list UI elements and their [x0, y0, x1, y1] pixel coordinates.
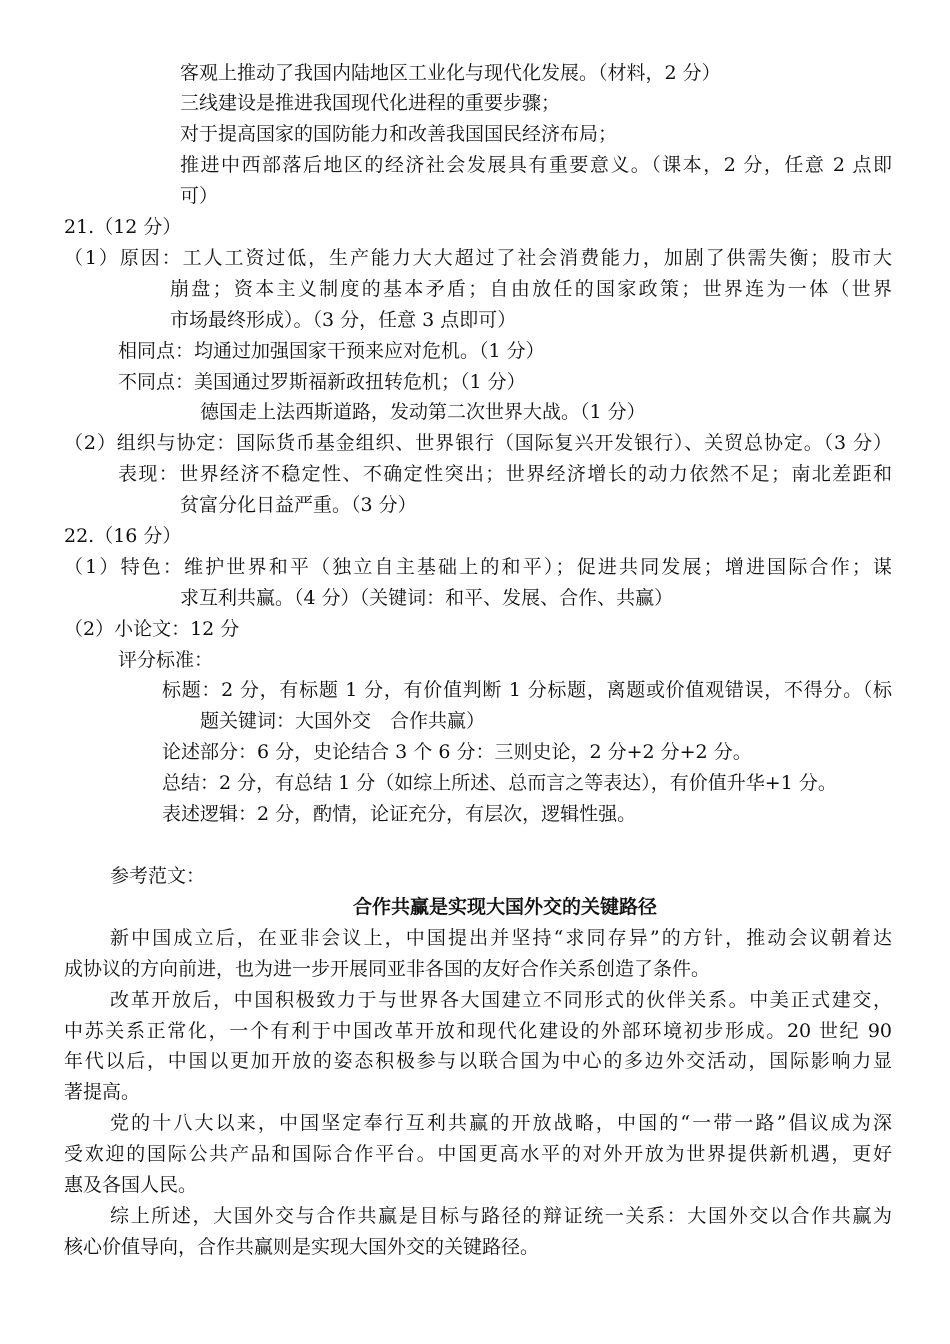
cont-line-1: 客观上推动了我国内陆地区工业化与现代化发展。（材料，2 分） — [180, 62, 721, 84]
q21-part1-line-1: （1）原因：工人工资过低，生产能力大大超过了社会消费能力，加剧了供需失衡；股市大 — [64, 247, 892, 269]
q21-part2-line-3: 贫富分化日益严重。（3 分） — [180, 494, 417, 516]
essay-para1-line-1: 新中国成立后，在亚非会议上，中国提出并坚持“求同存异”的方针，推动会议朝着达 — [110, 927, 892, 949]
cont-line-5: 可） — [180, 185, 219, 207]
q22-criteria-label: 评分标准： — [118, 649, 214, 671]
q22-criteria-title-line-1: 标题：2 分，有标题 1 分，有价值判断 1 分标题，离题或价值观错误，不得分。（标 — [162, 679, 892, 701]
q21-heading: 21.（12 分） — [64, 216, 182, 238]
cont-line-4: 推进中西部落后地区的经济社会发展具有重要意义。（课本，2 分，任意 2 点即 — [180, 154, 892, 176]
q22-criteria-summary: 总结：2 分，有总结 1 分（如综上所述、总而言之等表达），有价值升华+1 分。 — [162, 772, 837, 794]
q21-part2-line-2: 表现：世界经济不稳定性、不确定性突出；世界经济增长的动力依然不足；南北差距和 — [118, 463, 892, 485]
q22-part1-line-2: 求互利共赢。（4 分）（关键词：和平、发展、合作、共赢） — [180, 587, 674, 609]
essay-para3-line-2: 受欢迎的国际公共产品和国际合作平台。中国更高水平的对外开放为世界提供新机遇，更好 — [64, 1143, 892, 1165]
essay-para2-line-3: 年代以后，中国以更加开放的姿态积极参与以联合国为中心的多边外交活动，国际影响力显 — [64, 1050, 892, 1072]
cont-line-2: 三线建设是推进我国现代化进程的重要步骤； — [180, 92, 561, 114]
q22-part1-line-1: （1）特色：维护世界和平（独立自主基础上的和平）；促进共同发展；增进国际合作；谋 — [64, 556, 892, 578]
q21-diff-point-1: 不同点：美国通过罗斯福新政扭转危机；（1 分） — [118, 371, 526, 393]
essay-ref-label: 参考范文： — [110, 865, 206, 887]
q22-criteria-argument: 论述部分：6 分，史论结合 3 个 6 分：三则史论，2 分+2 分+2 分。 — [162, 741, 752, 763]
q22-criteria-title-line-2: 题关键词：大国外交 合作共赢） — [200, 710, 486, 732]
essay-title: 合作共赢是实现大国外交的关键路径 — [352, 896, 657, 918]
essay-para3-line-3: 惠及各国人民。 — [64, 1174, 198, 1196]
q21-part1-line-2: 崩盘；资本主义制度的基本矛盾；自由放任的国家政策；世界连为一体（世界 — [170, 278, 892, 300]
q21-part2-line-1: （2）组织与协定：国际货币基金组织、世界银行（国际复兴开发银行）、关贸总协定。（3 分） — [64, 432, 892, 454]
q22-criteria-logic: 表述逻辑：2 分，酌情，论证充分，有层次，逻辑性强。 — [162, 803, 637, 825]
essay-para2-line-2: 中苏关系正常化，一个有利于中国改革开放和现代化建设的外部环境初步形成。20 世纪 90 — [64, 1020, 892, 1042]
cont-line-3: 对于提高国家的国防能力和改善我国国民经济布局； — [180, 123, 618, 145]
essay-para2-line-4: 著提高。 — [64, 1081, 141, 1103]
essay-para4-line-2: 核心价值导向，合作共赢则是实现大国外交的关键路径。 — [64, 1236, 540, 1258]
essay-para4-line-1: 综上所述，大国外交与合作共赢是目标与路径的辩证统一关系：大国外交以合作共赢为 — [110, 1205, 892, 1227]
essay-para3-line-1: 党的十八大以来，中国坚定奉行互利共赢的开放战略，中国的“一带一路”倡议成为深 — [110, 1112, 892, 1134]
q21-diff-point-2: 德国走上法西斯道路，发动第二次世界大战。（1 分） — [200, 401, 646, 423]
q22-part2: （2）小论文：12 分 — [64, 618, 240, 640]
essay-para1-line-2: 成协议的方向前进，也为进一步开展同亚非各国的友好合作关系创造了条件。 — [64, 958, 711, 980]
q22-heading: 22.（16 分） — [64, 525, 182, 547]
q21-same-point: 相同点：均通过加强国家干预来应对危机。（1 分） — [118, 340, 545, 362]
essay-para2-line-1: 改革开放后，中国积极致力于与世界各大国建立不同形式的伙伴关系。中美正式建交， — [110, 989, 892, 1011]
q21-part1-line-3: 市场最终形成）。（3 分，任意 3 点即可） — [170, 309, 517, 331]
